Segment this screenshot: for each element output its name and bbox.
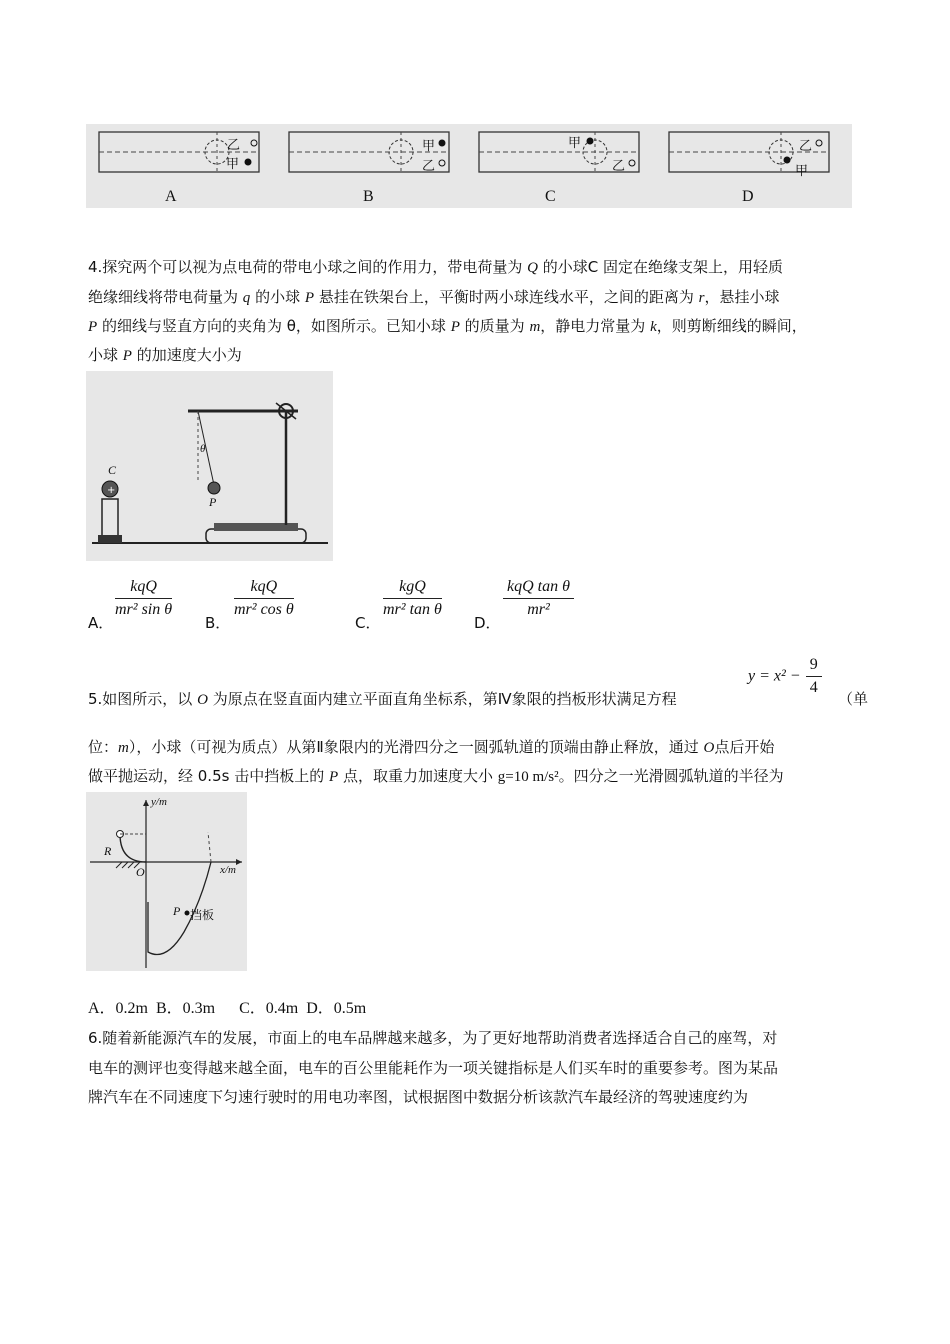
panel-d-bottom-marker: 甲 (795, 164, 809, 179)
panel-c-bottom-marker: 乙 (612, 159, 626, 174)
panels-drawing (86, 124, 852, 208)
q5-line-1: 5.如图所示，以 O 为原点在竖直面内建立平面直角坐标系，第Ⅳ象限的挡板形状满足方程 (88, 690, 677, 708)
panel-a-bottom-marker: 甲 (226, 157, 240, 172)
q4-line-2: 绝缘细线将带电荷量为 q 的小球 P 悬挂在铁架台上，平衡时两小球连线水平，之间的距离为 r，悬挂小球 (88, 288, 780, 306)
panel-b-label: B (363, 188, 374, 205)
figure-top-panels (86, 124, 852, 208)
q6-line-3: 牌汽车在不同速度下匀速行驶时的用电功率图，试根据图中数据分析该款汽车最经济的驾驶速度约为 (88, 1088, 749, 1106)
panel-c-top-marker: 甲 (568, 136, 582, 151)
q4-apparatus-drawing (86, 371, 333, 561)
q5-line-3: 做平抛运动，经 0.5s 击中挡板上的 P 点，取重力加速度大小 g=10 m/s²。四分之一光滑圆弧轨道的半径为 (88, 767, 784, 785)
panel-c-label: C (545, 188, 556, 205)
q5-fig-p: P (173, 904, 181, 918)
q4-line-3: P 的细线与竖直方向的夹角为 θ，如图所示。已知小球 P 的质量为 m，静电力常量为 k，则剪断细线的瞬间， (88, 317, 807, 335)
q4-option-a-fraction: kqQ mr² sin θ (115, 578, 173, 618)
q5-fig-r: R (104, 844, 112, 858)
panel-a-label: A (165, 188, 177, 205)
q5-coordinate-drawing (86, 792, 247, 971)
svg-text:+: + (107, 485, 116, 496)
q5-line-2: 位：m），小球（可视为质点）从第Ⅱ象限内的光滑四分之一圆弧轨道的顶端由静止释放，通过 O点后开始 (88, 738, 775, 756)
q4-option-a-label: A． (88, 614, 114, 632)
panel-b-top-marker: 甲 (422, 139, 436, 154)
q4-option-d-label: D． (474, 614, 501, 632)
q4-option-d-fraction: kqQ tan θ mr² (503, 578, 574, 619)
q4-fig-label-theta: θ (200, 443, 206, 455)
q4-line-4: 小球 P 的加速度大小为 (88, 346, 242, 364)
panel-d-top-marker: 乙 (799, 139, 813, 154)
panel-a-top-marker: 乙 (227, 138, 241, 153)
q4-option-c-label: C． (355, 614, 381, 632)
q4-fig-label-p: P (209, 495, 217, 509)
q5-fig-ylabel: y/m (151, 796, 167, 808)
q6-line-1: 6.随着新能源汽车的发展，市面上的电车品牌越来越多，为了更好地帮助消费者选择适合自己的座驾，对 (88, 1029, 778, 1047)
panel-d-label: D (742, 188, 754, 205)
q4-fig-label-c: C (108, 463, 117, 477)
panel-b-bottom-marker: 乙 (422, 159, 436, 174)
q5-equation: y = x² − $\frac{9}{4}$ (748, 656, 822, 697)
q4-line-1: 4.探究两个可以视为点电荷的带电小球之间的作用力，带电荷量为 Q 的小球C 固定在绝缘支架上，用轻质 (88, 258, 783, 276)
q5-fig-xlabel: x/m (220, 864, 236, 876)
q5-line-1-tail: （单 (838, 690, 869, 708)
q4-figure (86, 371, 333, 561)
q4-option-b-fraction: kqQ mr² cos θ (234, 578, 294, 618)
q4-option-c-fraction: kgQ mr² tan θ (383, 578, 442, 618)
q6-line-2: 电车的测评也变得越来越全面，电车的百公里能耗作为一项关键指标是人们买车时的重要参考。图为某品 (88, 1059, 779, 1077)
q5-fig-board: 挡板 (190, 908, 215, 922)
q5-fig-o: O (136, 865, 145, 879)
q4-option-b-label: B． (205, 614, 231, 632)
q5-figure (86, 792, 247, 971)
q5-options: A．0.2m B．0.3m C．0.4m D．0.5m (88, 1000, 367, 1017)
